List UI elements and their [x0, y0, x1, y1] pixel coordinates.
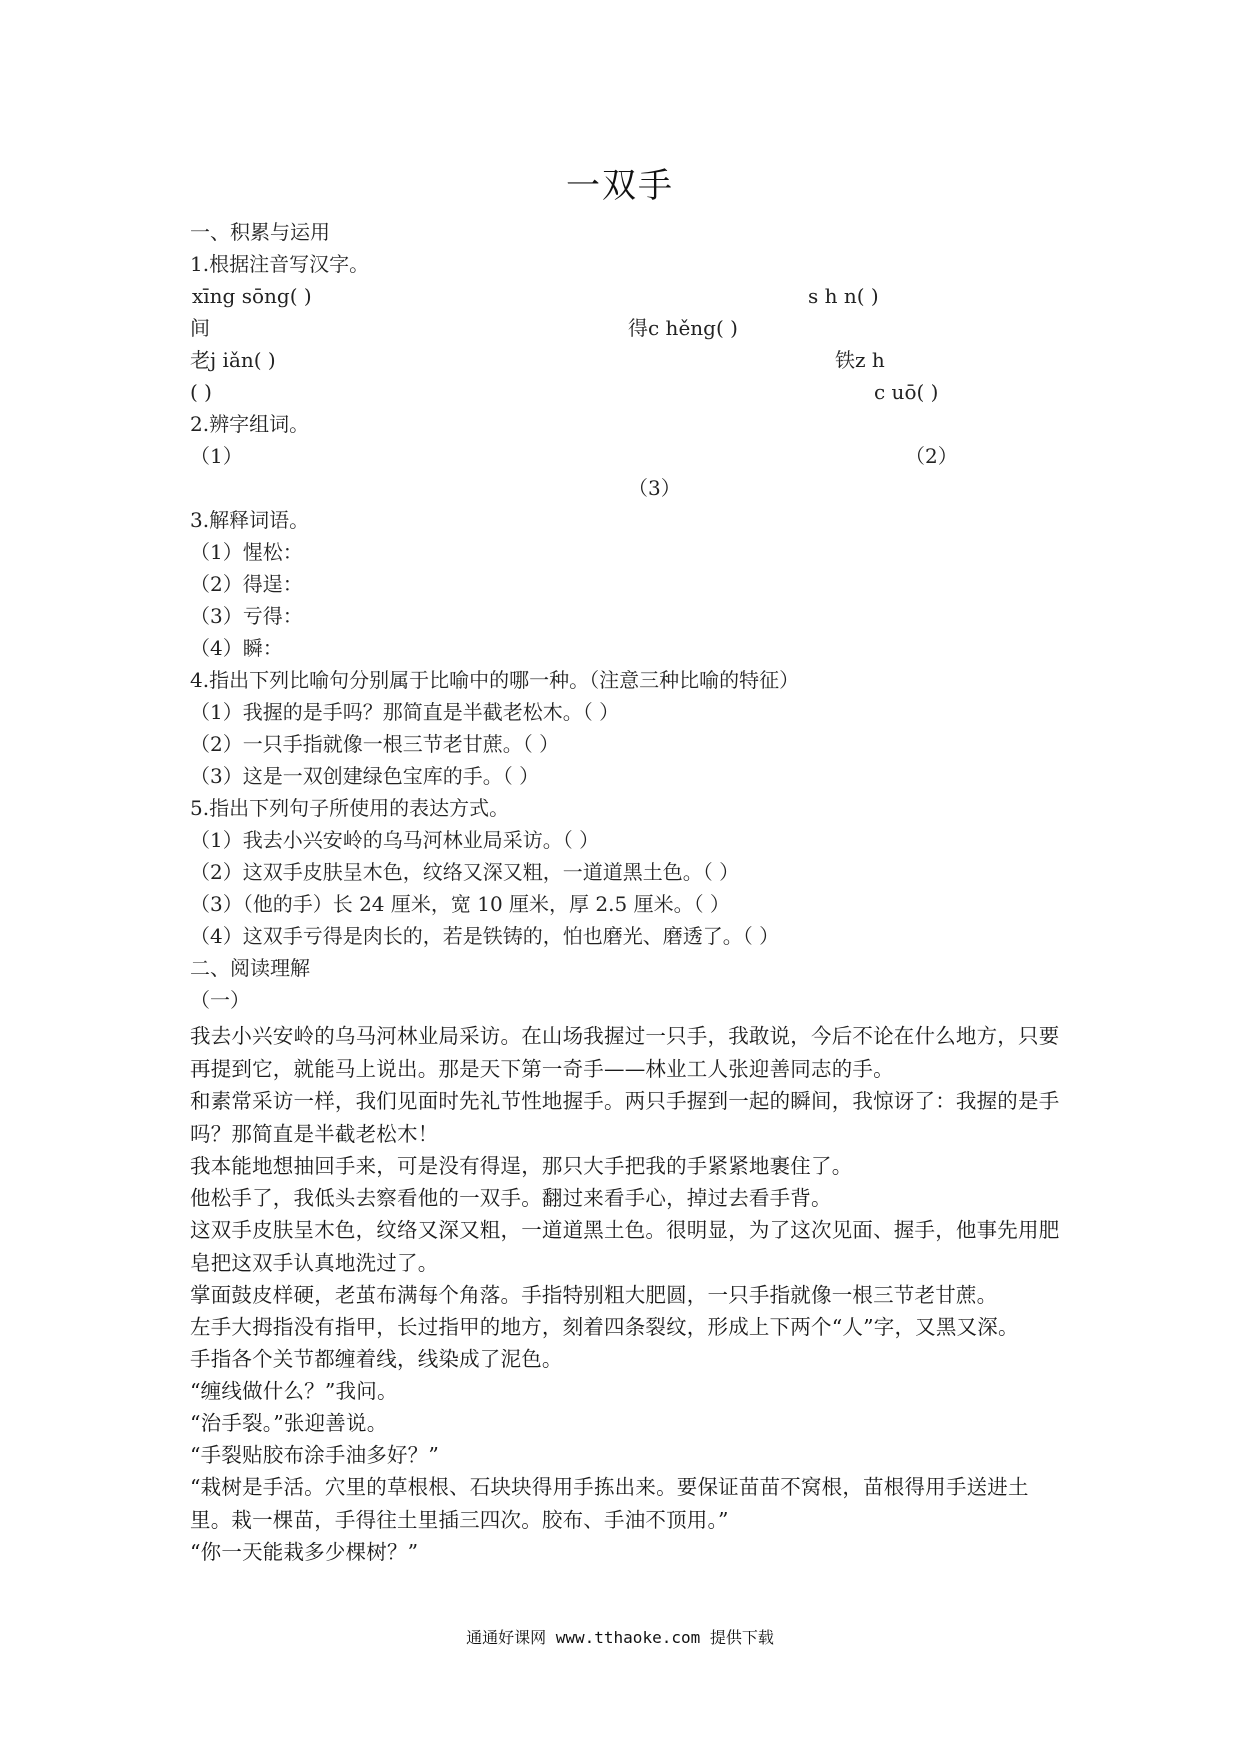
passage-paragraph: 他松手了，我低头去察看他的一双手。翻过来看手心，掉过去看手背。 — [190, 1186, 832, 1210]
passage-paragraph: 我去小兴安岭的乌马河林业局采访。在山场我握过一只手，我敢说，今后不论在什么地方，只要再提到它，就能马上说出。那是天下第一奇手——林业工人张迎善同志的手。 — [190, 1024, 1060, 1081]
passage-paragraph: 和素常采访一样，我们见面时先礼节性地握手。两只手握到一起的瞬间，我惊讶了：我握的是手吗？那简直是半截老松木！ — [190, 1089, 1060, 1146]
question-5-item-4: （4）这双手亏得是肉长的，若是铁铸的，怕也磨光、磨透了。（ ） — [190, 924, 780, 948]
question-2-item-2: （2） — [905, 444, 958, 468]
pinyin-item-xingsong: xīng sōng( ) — [192, 284, 312, 308]
reading-subsection-label: （一） — [190, 988, 250, 1012]
question-4-item-2: （2）一只手指就像一根三节老甘蔗。（ ） — [190, 732, 560, 756]
pinyin-item-cheng: 得c hěng( ) — [628, 316, 738, 340]
passage-paragraph: “手裂贴胶布涂手油多好？” — [190, 1443, 440, 1467]
pinyin-item-blank: ( ) — [190, 380, 212, 404]
question-5-label: 5.指出下列句子所使用的表达方式。 — [190, 796, 510, 820]
question-3-label: 3.解释词语。 — [190, 508, 310, 532]
pinyin-item-tiezhu: 铁z h — [835, 348, 885, 372]
section-heading-reading: 二、阅读理解 — [190, 956, 310, 980]
section-heading-accumulation: 一、积累与运用 — [190, 220, 330, 244]
question-2-item-1: （1） — [190, 444, 243, 468]
question-3-item-1: （1）惺松： — [190, 540, 303, 564]
passage-paragraph: 这双手皮肤呈木色，纹络又深又粗，一道道黑土色。很明显，为了这次见面、握手，他事先用肥皂把这双手认真地洗过了。 — [190, 1218, 1060, 1275]
question-5-item-2: （2）这双手皮肤呈木色，纹络又深又粗，一道道黑土色。（ ） — [190, 860, 740, 884]
question-3-item-4: （4）瞬： — [190, 636, 283, 660]
question-5-item-1: （1）我去小兴安岭的乌马河林业局采访。（ ） — [190, 828, 600, 852]
question-5-item-3: （3）（他的手）长 24 厘米，宽 10 厘米，厚 2.5 厘米。（ ） — [190, 892, 730, 916]
question-4-item-1: （1）我握的是手吗？那简直是半截老松木。（ ） — [190, 700, 620, 724]
passage-paragraph: “栽树是手活。穴里的草根根、石块块得用手拣出来。要保证苗苗不窝根，苗根得用手送进土里。栽一棵苗，手得往土里插三四次。胶布、手油不顶用。” — [190, 1475, 1029, 1532]
document-title: 一双手 — [566, 166, 674, 206]
page-footer: 通通好课网 www.tthaoke.com 提供下载 — [466, 1628, 774, 1647]
question-2-label: 2.辨字组词。 — [190, 412, 310, 436]
question-4-label: 4.指出下列比喻句分别属于比喻中的哪一种。（注意三种比喻的特征） — [190, 668, 800, 692]
question-2-item-3: （3） — [628, 476, 681, 500]
pinyin-item-jian-char: 间 — [190, 316, 210, 340]
question-1-label: 1.根据注音写汉字。 — [190, 252, 370, 276]
pinyin-item-cuo: c uō( ) — [874, 380, 939, 404]
passage-paragraph: 掌面鼓皮样硬，老茧布满每个角落。手指特别粗大肥圆，一只手指就像一根三节老甘蔗。 — [190, 1283, 998, 1307]
question-3-item-3: （3）亏得： — [190, 604, 303, 628]
pinyin-item-shun: s h n( ) — [808, 284, 879, 308]
passage-paragraph: “你一天能栽多少棵树？” — [190, 1540, 419, 1564]
passage-paragraph: 左手大拇指没有指甲，长过指甲的地方，刻着四条裂纹，形成上下两个“人”字，又黑又深。 — [190, 1315, 1019, 1339]
passage-paragraph: 手指各个关节都缠着线，线染成了泥色。 — [190, 1347, 563, 1371]
question-4-item-3: （3）这是一双创建绿色宝库的手。（ ） — [190, 764, 540, 788]
pinyin-item-jian: 老j iǎn( ) — [190, 348, 276, 372]
passage-paragraph: “缠线做什么？”我问。 — [190, 1379, 398, 1403]
passage-paragraph: “治手裂。”张迎善说。 — [190, 1411, 388, 1435]
passage-paragraph: 我本能地想抽回手来，可是没有得逞，那只大手把我的手紧紧地裹住了。 — [190, 1154, 853, 1178]
question-3-item-2: （2）得逞： — [190, 572, 303, 596]
